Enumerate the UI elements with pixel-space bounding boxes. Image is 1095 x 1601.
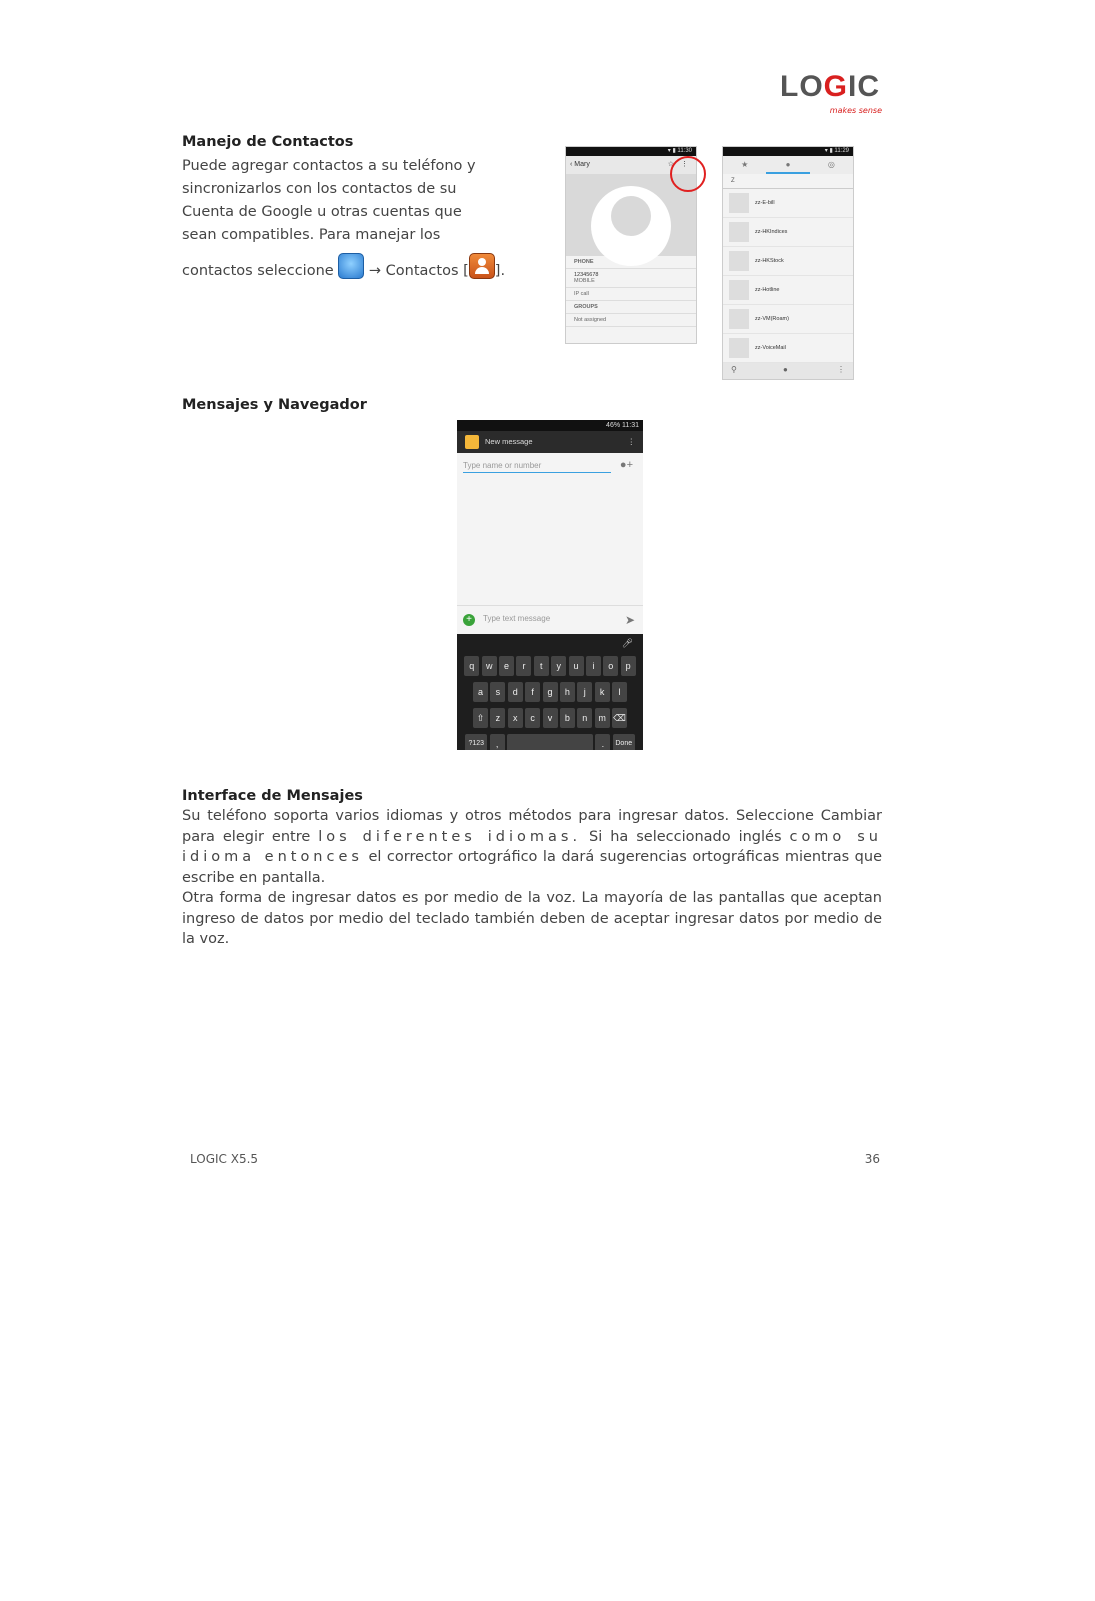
highlight-circle: [667, 156, 706, 192]
space-key: [507, 734, 593, 750]
list-item: zz-HKIndices: [723, 218, 853, 247]
interface-heading: Interface de Mensajes: [182, 788, 363, 804]
logo-tagline: makes sense: [829, 106, 882, 115]
new-message-screenshot: 46% 11:31 New message ⋮ Type name or number ●+ + Type text message ➤ 🎤︎ q w e r t y u i o p a s d f g h j k l ⇧ z x c v b n m ⌫ ?123 , . Done: [457, 420, 643, 750]
apps-icon: [338, 253, 364, 279]
contacts-heading: Manejo de Contactos: [182, 134, 354, 150]
avatar: [729, 222, 749, 242]
list-item: zz-Hotline: [723, 276, 853, 305]
add-contact-icon: ●: [783, 365, 788, 374]
contact-detail-screenshot: ▾ ▮ 11:30 ‹ Mary ☆ ⋮ PHONE 12345678 MOBILE IP call GROUPS Not assigned: [565, 146, 697, 344]
mic-icon: 🎤︎: [621, 638, 633, 648]
list-item: zz-VM(Roam): [723, 305, 853, 334]
overflow-menu-icon: ⋮: [681, 161, 688, 168]
messages-heading: Mensajes y Navegador: [182, 397, 367, 413]
list-item: zz-E-bill: [723, 189, 853, 218]
interface-paragraph-1: Su teléfono soporta varios idiomas y otros métodos para ingresar datos. Seleccione Cambiar para elegir entre los diferentes idiomas. Si ha seleccionado inglés como su idioma entonces el corrector ortográfico la dará sugerencias ortográficas mientras que escribe en pantalla.: [182, 808, 883, 886]
interface-paragraph-2: Otra forma de ingresar datos es por medio de la voz. La mayoría de las pantallas que aceptan ingreso de datos por medio del teclado también deben de aceptar ingresar datos por medio de la voz.: [182, 890, 882, 947]
avatar: [729, 338, 749, 358]
contacts-tab-icon: ●: [766, 156, 809, 174]
groups-tab-icon: ◎: [827, 160, 835, 169]
attach-icon: +: [463, 614, 475, 626]
avatar: [729, 193, 749, 213]
contacts-app-icon: [469, 253, 495, 279]
keyboard: 🎤︎ q w e r t y u i o p a s d f g h j k l ⇧ z x c v b n m ⌫ ?123 , . Done: [457, 634, 643, 750]
avatar: [729, 280, 749, 300]
list-item: zz-HKStock: [723, 247, 853, 276]
contact-list-screenshot: ▾ ▮ 11:29 ★ ● ◎ Z zz-E-bill zz-HKIndices zz-HKStock zz-Hotline zz-VM(Roam) zz-VoiceMail ⚲ ● ⋮: [722, 146, 854, 380]
list-item: zz-VoiceMail: [723, 334, 853, 363]
star-icon: ☆: [667, 161, 674, 168]
contacts-intro: Puede agregar contactos a su teléfono y sincronizarlos con los contactos de su Cuenta de Google u otras cuentas que sean compatibles. Para manejar los contactos seleccione → Contactos [ ].: [182, 158, 506, 279]
footer-model: LOGIC X5.5: [190, 1152, 259, 1166]
search-icon: ⚲: [731, 365, 737, 374]
overflow-menu-icon: ⋮: [627, 437, 635, 446]
avatar: [729, 309, 749, 329]
logic-logo: LOGIC makes sense: [780, 70, 882, 115]
messaging-icon: [465, 435, 479, 449]
send-icon: ➤: [624, 613, 635, 627]
add-recipient-icon: ●+: [619, 459, 633, 471]
favorites-tab-icon: ★: [741, 160, 749, 169]
avatar: [729, 251, 749, 271]
overflow-menu-icon: ⋮: [837, 365, 845, 374]
page-number: 36: [864, 1152, 880, 1166]
